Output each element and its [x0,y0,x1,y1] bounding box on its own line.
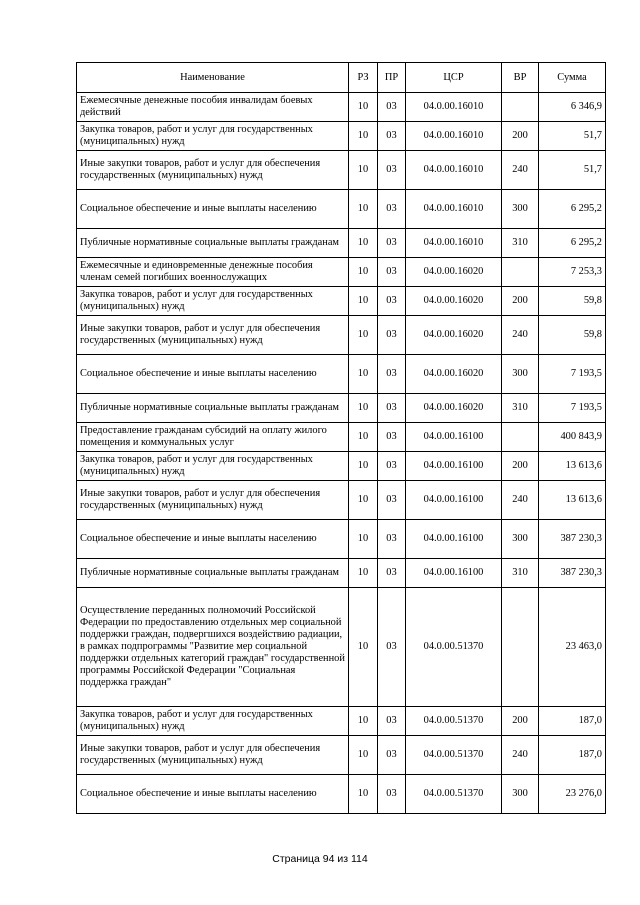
cell-pr: 03 [378,707,406,736]
cell-name: Социальное обеспечение и иные выплаты населению [77,355,349,394]
table-row [77,316,606,355]
cell-pr: 03 [378,316,406,355]
cell-rz: 10 [349,258,378,287]
cell-vr: 300 [502,355,539,394]
cell-pr: 03 [378,559,406,588]
cell-name: Закупка товаров, работ и услуг для государственных (муниципальных) нужд [77,122,349,151]
cell-pr: 03 [378,736,406,775]
cell-csr: 04.0.00.16020 [406,287,502,316]
cell-rz: 10 [349,559,378,588]
cell-sum: 7 193,5 [539,355,606,394]
cell-name: Закупка товаров, работ и услуг для государственных (муниципальных) нужд [77,452,349,481]
cell-rz: 10 [349,588,378,707]
cell-csr: 04.0.00.51370 [406,707,502,736]
header-sum: Сумма [539,63,606,93]
cell-sum: 400 843,9 [539,423,606,452]
cell-vr: 300 [502,190,539,229]
cell-vr: 240 [502,151,539,190]
cell-vr: 200 [502,452,539,481]
cell-name: Публичные нормативные социальные выплаты гражданам [77,559,349,588]
cell-rz: 10 [349,736,378,775]
cell-vr: 200 [502,707,539,736]
cell-name: Осуществление переданных полномочий Российской Федерации по предоставлению отдельных мер социальной поддержки граждан, подвергшихся воздействию радиации, в рамках подпрограммы "Развитие мер социальной поддержки отдельных категорий граждан" государственной программы Российской Федерации "Социальная поддержка граждан" [77,588,349,707]
cell-sum: 6 346,9 [539,93,606,122]
table-row [77,588,606,707]
cell-csr: 04.0.00.16100 [406,423,502,452]
cell-pr: 03 [378,775,406,814]
cell-pr: 03 [378,93,406,122]
cell-vr: 200 [502,287,539,316]
cell-rz: 10 [349,190,378,229]
cell-vr: 200 [502,122,539,151]
cell-sum: 59,8 [539,316,606,355]
header-rz: РЗ [349,63,378,93]
cell-sum: 51,7 [539,122,606,151]
cell-rz: 10 [349,122,378,151]
cell-sum: 187,0 [539,736,606,775]
cell-rz: 10 [349,229,378,258]
cell-rz: 10 [349,316,378,355]
cell-sum: 6 295,2 [539,190,606,229]
cell-rz: 10 [349,287,378,316]
cell-name: Иные закупки товаров, работ и услуг для обеспечения государственных (муниципальных) нужд [77,481,349,520]
cell-csr: 04.0.00.16010 [406,151,502,190]
cell-rz: 10 [349,520,378,559]
cell-vr: 310 [502,559,539,588]
cell-rz: 10 [349,481,378,520]
cell-csr: 04.0.00.16010 [406,190,502,229]
table-row [77,122,606,151]
cell-sum: 187,0 [539,707,606,736]
cell-vr: 240 [502,736,539,775]
cell-name: Ежемесячные денежные пособия инвалидам боевых действий [77,93,349,122]
cell-sum: 13 613,6 [539,452,606,481]
table-row [77,287,606,316]
table-row [77,229,606,258]
table-row [77,452,606,481]
table-row [77,394,606,423]
cell-name: Социальное обеспечение и иные выплаты населению [77,775,349,814]
cell-pr: 03 [378,481,406,520]
cell-rz: 10 [349,355,378,394]
cell-sum: 7 193,5 [539,394,606,423]
cell-csr: 04.0.00.16100 [406,481,502,520]
table-row [77,559,606,588]
cell-pr: 03 [378,122,406,151]
cell-vr: 300 [502,520,539,559]
cell-rz: 10 [349,452,378,481]
cell-pr: 03 [378,229,406,258]
table-row [77,151,606,190]
cell-pr: 03 [378,452,406,481]
table-row [77,736,606,775]
cell-csr: 04.0.00.16020 [406,258,502,287]
header-name: Наименование [77,63,349,93]
cell-pr: 03 [378,394,406,423]
cell-sum: 6 295,2 [539,229,606,258]
cell-vr: 310 [502,229,539,258]
cell-csr: 04.0.00.16100 [406,559,502,588]
cell-name: Закупка товаров, работ и услуг для государственных (муниципальных) нужд [77,287,349,316]
cell-name: Иные закупки товаров, работ и услуг для обеспечения государственных (муниципальных) нужд [77,736,349,775]
cell-pr: 03 [378,190,406,229]
cell-name: Публичные нормативные социальные выплаты гражданам [77,229,349,258]
cell-pr: 03 [378,258,406,287]
cell-csr: 04.0.00.51370 [406,588,502,707]
cell-csr: 04.0.00.16020 [406,355,502,394]
cell-csr: 04.0.00.16100 [406,452,502,481]
cell-csr: 04.0.00.16020 [406,316,502,355]
cell-name: Социальное обеспечение и иные выплаты населению [77,190,349,229]
header-csr: ЦСР [406,63,502,93]
cell-rz: 10 [349,151,378,190]
table-row [77,707,606,736]
cell-name: Ежемесячные и единовременные денежные пособия членам семей погибших военнослужащих [77,258,349,287]
cell-csr: 04.0.00.16010 [406,93,502,122]
cell-vr: 240 [502,481,539,520]
cell-sum: 7 253,3 [539,258,606,287]
cell-rz: 10 [349,423,378,452]
header-vr: ВР [502,63,539,93]
cell-vr [502,93,539,122]
cell-csr: 04.0.00.16010 [406,229,502,258]
table-row [77,775,606,814]
cell-vr [502,588,539,707]
cell-sum: 23 463,0 [539,588,606,707]
table-header-row [77,63,606,93]
budget-table [76,62,606,814]
cell-pr: 03 [378,355,406,394]
cell-vr: 240 [502,316,539,355]
header-pr: ПР [378,63,406,93]
cell-sum: 387 230,3 [539,559,606,588]
cell-name: Иные закупки товаров, работ и услуг для обеспечения государственных (муниципальных) нужд [77,151,349,190]
cell-csr: 04.0.00.16100 [406,520,502,559]
cell-csr: 04.0.00.16020 [406,394,502,423]
cell-name: Закупка товаров, работ и услуг для государственных (муниципальных) нужд [77,707,349,736]
cell-sum: 387 230,3 [539,520,606,559]
cell-pr: 03 [378,151,406,190]
cell-pr: 03 [378,423,406,452]
cell-csr: 04.0.00.16010 [406,122,502,151]
table-row [77,520,606,559]
cell-name: Иные закупки товаров, работ и услуг для обеспечения государственных (муниципальных) нужд [77,316,349,355]
cell-vr: 310 [502,394,539,423]
table-body [77,93,606,814]
cell-vr [502,258,539,287]
table-row [77,190,606,229]
table-row [77,93,606,122]
cell-sum: 51,7 [539,151,606,190]
page-number: Страница 94 из 114 [272,853,368,865]
cell-pr: 03 [378,287,406,316]
cell-name: Публичные нормативные социальные выплаты гражданам [77,394,349,423]
cell-name: Предоставление гражданам субсидий на оплату жилого помещения и коммунальных услуг [77,423,349,452]
table-row [77,423,606,452]
cell-rz: 10 [349,707,378,736]
cell-sum: 59,8 [539,287,606,316]
cell-csr: 04.0.00.51370 [406,775,502,814]
cell-rz: 10 [349,775,378,814]
cell-pr: 03 [378,588,406,707]
cell-vr [502,423,539,452]
cell-pr: 03 [378,520,406,559]
table-row [77,258,606,287]
table-row [77,481,606,520]
cell-csr: 04.0.00.51370 [406,736,502,775]
cell-name: Социальное обеспечение и иные выплаты населению [77,520,349,559]
cell-sum: 23 276,0 [539,775,606,814]
table-row [77,355,606,394]
cell-vr: 300 [502,775,539,814]
cell-sum: 13 613,6 [539,481,606,520]
cell-rz: 10 [349,93,378,122]
cell-rz: 10 [349,394,378,423]
